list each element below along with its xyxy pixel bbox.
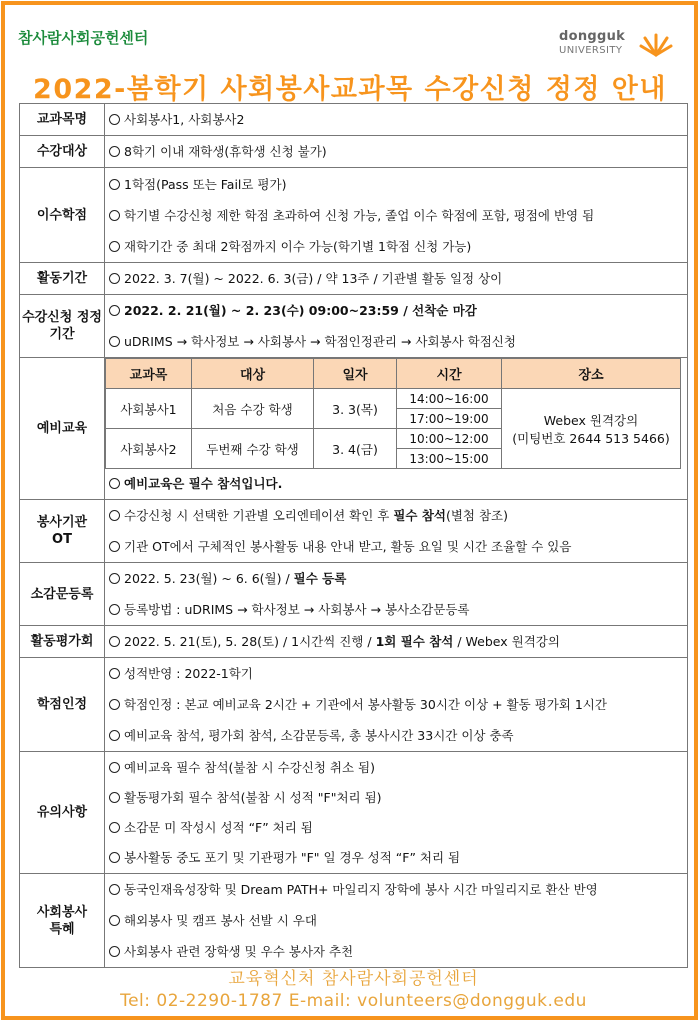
- circle-bullet-icon: [109, 510, 120, 521]
- info-table: [19, 103, 688, 968]
- edu-target-1: 처음 수강 학생: [192, 389, 314, 429]
- circle-bullet-icon: [109, 668, 120, 679]
- col-target: 대상: [192, 359, 314, 389]
- circle-bullet-icon: [109, 273, 120, 284]
- ot-item: 기관 OT에서 구체적인 봉사활동 내용 안내 받고, 활동 요일 및 시간 조율할 수 있음: [109, 531, 683, 562]
- label-credit: 이수학점: [20, 168, 105, 263]
- footer-contact: Tel: 02-2290-1787 E-mail: volunteers@dongguk.edu: [120, 991, 587, 1011]
- circle-bullet-icon: [109, 573, 120, 584]
- apply-item: uDRIMS → 학사정보 → 사회봉사 → 학점인정관리 → 사회봉사 학점신청: [109, 326, 683, 357]
- circle-bullet-icon: [109, 699, 120, 710]
- circle-bullet-icon: [109, 915, 120, 926]
- circle-bullet-icon: [109, 541, 120, 552]
- label-grade: 학점인정: [20, 658, 105, 752]
- edu-place: Webex 원격강의 (미팅번호 2644 513 5466): [502, 389, 681, 469]
- circle-bullet-icon: [109, 852, 120, 863]
- grade-item: 예비교육 참석, 평가회 참석, 소감문등록, 총 봉사시간 33시간 이상 충족: [109, 720, 683, 751]
- edu-time: 14:00~16:00: [397, 389, 502, 409]
- benefit-item: 사회봉사 관련 장학생 및 우수 봉사자 추천: [109, 936, 683, 967]
- period-item: 2022. 3. 7(월) ~ 2022. 6. 3(금) / 약 13주 / 기관별 활동 일정 상이: [109, 263, 683, 294]
- circle-bullet-icon: [109, 946, 120, 957]
- label-apply: 수강신청 정정 기간: [20, 295, 105, 358]
- credit-item: 재학기간 중 최대 2학점까지 이수 가능(학기별 1학점 신청 가능): [109, 231, 683, 262]
- edu-schedule-table: [105, 358, 681, 469]
- credit-item: 1학점(Pass 또는 Fail로 평가): [109, 169, 683, 200]
- edu-target-2: 두번째 수강 학생: [192, 429, 314, 469]
- circle-bullet-icon: [109, 762, 120, 773]
- essay-item: 2022. 5. 23(월) ~ 6. 6(월) / 필수 등록: [109, 563, 683, 594]
- lotus-icon: [638, 29, 674, 59]
- circle-bullet-icon: [109, 305, 120, 316]
- edu-date-1: 3. 3(목): [314, 389, 397, 429]
- edu-time: 17:00~19:00: [397, 409, 502, 429]
- grade-item: 성적반영 : 2022-1학기: [109, 658, 683, 689]
- edu-course-2: 사회봉사2: [106, 429, 192, 469]
- circle-bullet-icon: [109, 210, 120, 221]
- eval-item: 2022. 5. 21(토), 5. 28(토) / 1시간씩 진행 / 1회 필수 참석 / Webex 원격강의: [109, 626, 683, 657]
- course-item: 사회봉사1, 사회봉사2: [109, 104, 683, 135]
- edu-course-1: 사회봉사1: [106, 389, 192, 429]
- circle-bullet-icon: [109, 636, 120, 647]
- caution-item: 소감문 미 작성시 성적 “F” 처리 됨: [109, 813, 683, 843]
- dongguk-logo: [559, 29, 674, 59]
- col-time: 시간: [397, 359, 502, 389]
- grade-item: 학점인정 : 본교 예비교육 2시간 + 기관에서 봉사활동 30시간 이상 + 활동 평가회 1시간: [109, 689, 683, 720]
- notice-page: [1, 1, 698, 1020]
- ot-item: 수강신청 시 선택한 기관별 오리엔테이션 확인 후 필수 참석(별첨 참조): [109, 500, 683, 531]
- apply-item: 2022. 2. 21(월) ~ 2. 23(수) 09:00~23:59 / 선착순 마감: [109, 295, 683, 326]
- circle-bullet-icon: [109, 336, 120, 347]
- logo-text: dongguk: [559, 29, 626, 44]
- essay-item: 등록방법 : uDRIMS → 학사정보 → 사회봉사 → 봉사소감문등록: [109, 594, 683, 625]
- label-course: 교과목명: [20, 104, 105, 136]
- circle-bullet-icon: [109, 146, 120, 157]
- logo-subtext: UNIVERSITY: [559, 45, 623, 56]
- caution-item: 활동평가회 필수 참석(불참 시 성적 "F"처리 됨): [109, 783, 683, 813]
- org-name: 참사람사회공헌센터: [18, 29, 149, 47]
- col-place: 장소: [502, 359, 681, 389]
- label-essay: 소감문등록: [20, 563, 105, 626]
- circle-bullet-icon: [109, 822, 120, 833]
- circle-bullet-icon: [109, 884, 120, 895]
- label-period: 활동기간: [20, 263, 105, 295]
- footer-org: 교육혁신처 참사람사회공헌센터: [228, 969, 479, 989]
- page-title: 2022-봄학기 사회봉사교과목 수강신청 정정 안내: [33, 74, 667, 105]
- label-edu: 예비교육: [20, 358, 105, 500]
- circle-bullet-icon: [109, 604, 120, 615]
- benefit-item: 동국인재육성장학 및 Dream PATH+ 마일리지 장학에 봉사 시간 마일리지로 환산 반영: [109, 874, 683, 905]
- col-date: 일자: [314, 359, 397, 389]
- circle-bullet-icon: [109, 792, 120, 803]
- credit-item: 학기별 수강신청 제한 학점 초과하여 신청 가능, 졸업 이수 학점에 포함, 평점에 반영 됨: [109, 200, 683, 231]
- label-eval: 활동평가회: [20, 626, 105, 658]
- circle-bullet-icon: [109, 478, 120, 489]
- caution-item: 예비교육 필수 참석(불참 시 수강신청 취소 됨): [109, 753, 683, 783]
- col-course: 교과목: [106, 359, 192, 389]
- edu-time: 10:00~12:00: [397, 429, 502, 449]
- caution-item: 봉사활동 중도 포기 및 기관평가 "F" 일 경우 성적 “F” 처리 됨: [109, 843, 683, 873]
- benefit-item: 해외봉사 및 캠프 봉사 선발 시 우대: [109, 905, 683, 936]
- edu-date-2: 3. 4(금): [314, 429, 397, 469]
- circle-bullet-icon: [109, 241, 120, 252]
- circle-bullet-icon: [109, 730, 120, 741]
- label-benefit: 사회봉사 특혜: [20, 874, 105, 968]
- label-caution: 유의사항: [20, 752, 105, 874]
- target-item: 8학기 이내 재학생(휴학생 신청 불가): [109, 136, 683, 167]
- circle-bullet-icon: [109, 179, 120, 190]
- label-target: 수강대상: [20, 136, 105, 168]
- label-ot: 봉사기관 OT: [20, 500, 105, 563]
- circle-bullet-icon: [109, 114, 120, 125]
- edu-time: 13:00~15:00: [397, 449, 502, 469]
- edu-note: 예비교육은 필수 참석입니다.: [105, 469, 687, 499]
